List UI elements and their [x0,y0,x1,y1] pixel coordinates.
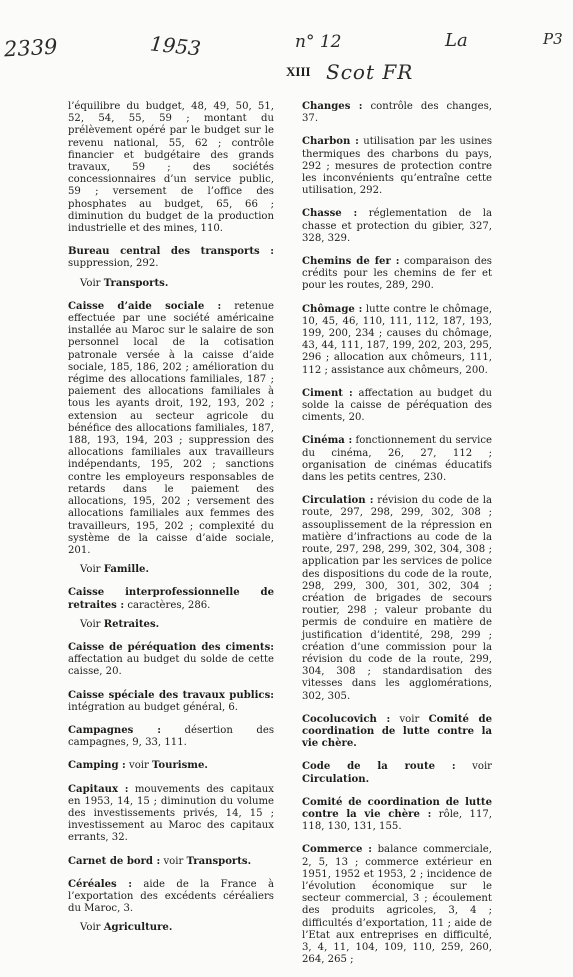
see-also-reference: Transports. [103,277,169,289]
index-entry [68,101,274,235]
entry-reference: Tourisme. [152,760,208,772]
see-also [80,922,274,934]
entry-headword: Chemins de fer : [302,256,400,268]
entry-headword: Campagnes : [68,724,161,736]
see-also [80,564,274,576]
see-also-label: Voir [80,564,101,576]
entry-text: retenue effectuée par une société américaine installée au Maroc sur le salaire de son personnel local de la cotisation patronale versée à la caisse d’aide sociale, 185, 186, 202 ; amélioration du régime des allocations familiales, 187 ; paiement des allocations familiales à tous les ayants droit, 192, 193, 202 ; extension au secteur agricole du bénéfice des allocations familiales, 187, 188, 193, 194, 203 ; suppression des allocations familiales aux travailleurs indépendants, 195, 202 ; sanctions contre les employeurs responsables de retards dans le paiement des allocations, 195, 202 ; versement des allocations familiales aux femmes des travailleurs, 195, 202 ; complexité du système de la caisse d’aide sociale, 201. [68,300,275,556]
entry-text: voir [390,713,429,725]
index-entry [68,246,274,270]
entry-text: balance commerciale, 2, 5, 13 ; commerce extérieur en 1951, 1952 et 1953, 2 ; incidence de l’évolution économique sur le secteur commercial, 3 ; écoulement des produits agricoles, 3, 4 ; difficultés d’exportation, 11 ; aide de l’Etat aux entreprises en difficulté, 3, 4, 11, 104, 109, 110, 259, 260, 264, 265 ; [302,844,492,966]
index-entry [302,101,492,125]
index-entry [302,388,492,425]
handwritten-section: Scot FR [326,60,414,84]
see-also-reference: Famille. [103,564,149,576]
entry-text: voir [455,761,493,773]
index-entry [302,844,492,966]
handwritten-issue: n° 12 [295,32,342,52]
entry-text: rôle, 117, 118, 130, 131, 155. [302,808,492,833]
entry-reference: Transports. [186,855,252,867]
entry-headword: Commerce : [302,844,373,856]
entry-text: réglementation de la chasse et protection du gibier, 327, 328, 329. [302,208,492,244]
see-also-label: Voir [80,922,101,934]
entry-text: voir [125,760,153,772]
entry-headword: Capitaux : [68,783,129,795]
see-also [80,619,274,631]
index-entry [68,725,274,749]
handwritten-p: P3 [543,30,563,48]
entry-headword: Cinéma : [302,435,353,447]
left-column [68,101,274,946]
entry-text: comparaison des crédits pour les chemins de fer et pour les routes, 289, 290. [302,256,492,292]
index-entry [302,136,492,197]
entry-text: révision du code de la route, 297, 298, 299, 302, 308 ; assouplissement de la répression en matière d’infractions au code de la route, 297, 298, 299, 302, 304, 308 ; application par les services de police des dispositions du code de la route, 298, 299, 300, 301, 302, 304 ; création de brigades de secours routier, 298 ; valeur probante du permis de conduire en matière de justification d’identité, 298, 299 ; création d’une commission pour la révision du code de la route, 299, 304, 308 ; standardisation des vitesses dans les agglomérations, 302, 305. [302,495,492,702]
entry-headword: Changes : [302,101,363,112]
see-also-reference: Retraites. [103,618,160,630]
see-also [80,278,274,290]
entry-text: caractères, 286. [124,599,211,611]
entry-headword: Chasse : [302,208,358,220]
entry-headword: Caisse de péréquation des ciments: [68,641,274,653]
entry-text: utilisation par les usines thermiques des charbons du pays, 292 ; mesures de protection contre les inconvénients qu’entraîne cette utilisation, 292. [302,136,492,197]
index-entry [68,642,274,679]
index-entry [68,760,274,772]
index-entry [68,784,274,845]
entry-text: affectation au budget du solde de cette caisse, 20. [68,654,274,678]
entry-headword: Chômage : [302,303,363,315]
entry-text: lutte contre le chômage, 10, 45, 46, 110, 111, 112, 187, 193, 199, 200, 234 ; causes du chômage, 43, 44, 111, 187, 199, 202, 203, 295, 296 ; allocation aux chômeurs, 111, 112 ; assistance aux chômeurs, 200. [302,303,492,376]
entry-text: voir [160,855,187,867]
entry-headword: Caisse interprofessionnelle de retraites : [68,587,274,611]
entry-text: contrôle des changes, 37. [302,101,492,125]
page-number: XIII [286,64,311,79]
entry-text: affectation au budget du solde la caisse de péréquation des ciments, 20. [302,387,492,424]
index-entry [68,879,274,916]
index-entry [68,301,274,557]
entry-text: suppression, 292. [68,258,159,270]
index-entry [68,856,274,868]
index-entry [302,714,492,751]
see-also-reference: Agriculture. [103,922,173,934]
entry-headword: Ciment : [302,387,353,399]
index-entry [302,435,492,484]
see-also-label: Voir [80,277,101,289]
entry-headword: Céréales : [68,878,133,890]
entry-headword: Circulation : [302,495,374,507]
entry-text: fonctionnement du service du cinéma, 26, 27, 112 ; organisation de cinémas éducatifs dans les petits centres, 230. [302,435,492,484]
entry-headword: Code de la route : [302,761,456,773]
see-also-label: Voir [80,618,101,630]
right-column [302,101,492,977]
entry-headword: Caisse spéciale des travaux publics: [68,689,274,701]
handwritten-year: 1953 [148,31,203,61]
entry-text: aide de la France à l’exportation des excédents céréaliers du Maroc, 3. [68,878,274,915]
entry-headword: Carnet de bord : [68,855,161,867]
entry-text: intégration au budget général, 6. [68,701,239,713]
handwritten-la: La [445,30,468,51]
index-entry [302,761,492,785]
index-entry [302,256,492,293]
entry-text: désertion des campagnes, 9, 33, 111. [68,724,275,749]
entry-text: l’équilibre du budget, 48, 49, 50, 51, 52, 54, 55, 59 ; montant du prélèvement opéré par le budget sur le revenu national, 55, 62 ; contrôle financier et budgétaire des grands travaux, 59 ; des sociétés concessionnaires d’un service public, 59 ; versement de l’office des phosphates au budget, 65, 66 ; diminution du budget de la production industrielle et des mines, 110. [68,101,274,235]
entry-reference: Circulation. [302,773,370,785]
entry-headword: Camping : [68,760,126,772]
entry-headword: Comité de coordination de lutte contre la vie chère : [302,796,492,820]
index-entry [302,304,492,377]
handwritten-number: 2339 [3,34,59,62]
entry-headword: Cocolucovich : [302,713,391,725]
entry-headword: Caisse d’aide sociale : [68,300,222,312]
entry-headword: Charbon : [302,136,359,148]
index-entry [302,495,492,702]
entry-reference: Comité de coordination de lutte contre la vie chère. [302,713,493,750]
index-entry [302,797,492,834]
index-entry [68,587,274,611]
index-entry [68,690,274,714]
entry-headword: Bureau central des transports : [68,246,274,258]
entry-text: mouvements des capitaux en 1953, 14, 15 ; diminution du volume des investissements privés, 14, 15 ; investissement au Maroc des capitaux errants, 32. [68,783,274,844]
index-entry [302,208,492,245]
